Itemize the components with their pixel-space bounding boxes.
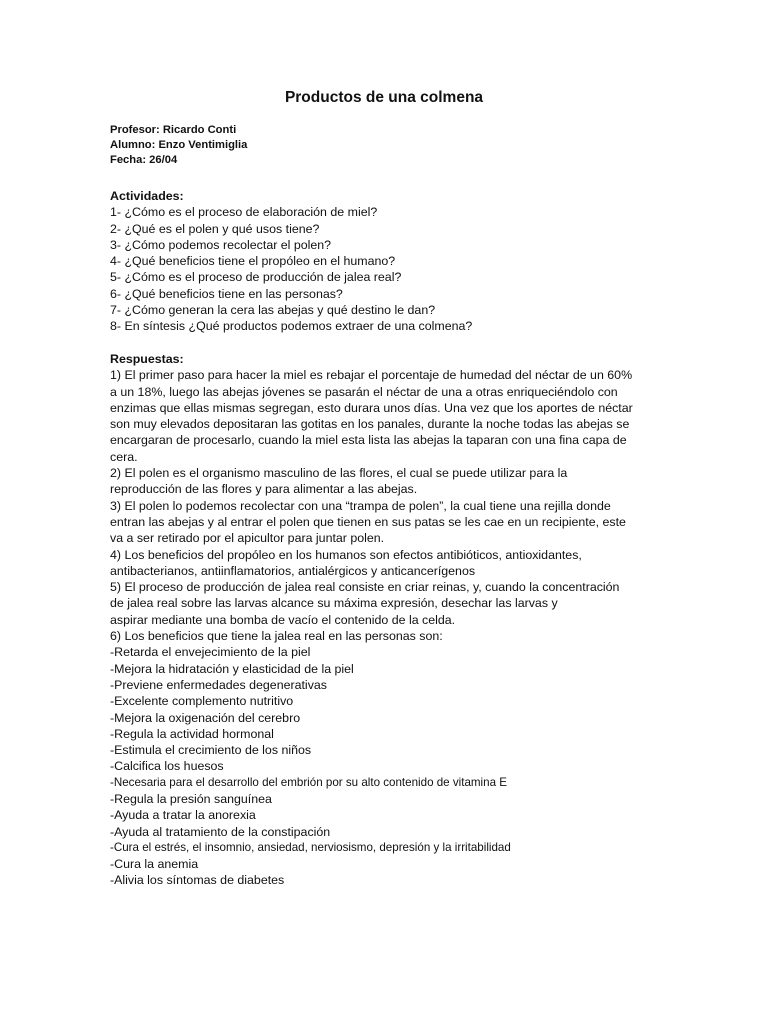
document-body bbox=[110, 188, 658, 889]
respuesta-line: 4) Los beneficios del propóleo en los humanos son efectos antibióticos, antioxidantes, bbox=[110, 547, 582, 562]
actividad-item: 1- ¿Cómo es el proceso de elaboración de miel? bbox=[110, 205, 378, 220]
respuesta-line: encargaran de procesarlo, cuando la miel esta lista las abejas la taparan con una fina capa de bbox=[110, 433, 627, 448]
header-info bbox=[110, 123, 247, 168]
beneficio-item: -Mejora la hidratación y elasticidad de la piel bbox=[110, 661, 354, 676]
respuesta-line: a un 18%, luego las abejas jóvenes se pasarán el néctar de una a otras enriqueciéndolo con bbox=[110, 384, 618, 399]
beneficio-item: -Regula la presión sanguínea bbox=[110, 791, 272, 806]
beneficio-item: -Alivia los síntomas de diabetes bbox=[110, 873, 285, 888]
actividad-item: 4- ¿Qué beneficios tiene el propóleo en el humano? bbox=[110, 254, 396, 269]
actividad-item: 5- ¿Cómo es el proceso de producción de jalea real? bbox=[110, 270, 402, 285]
actividad-item: 7- ¿Cómo generan la cera las abejas y qué destino le dan? bbox=[110, 303, 436, 318]
alumno-line: Alumno: Enzo Ventimiglia bbox=[110, 139, 248, 151]
actividades-heading: Actividades: bbox=[110, 189, 184, 203]
respuesta-line: 2) El polen es el organismo masculino de las flores, el cual se puede utilizar para la bbox=[110, 466, 568, 481]
beneficio-item: -Regula la actividad hormonal bbox=[110, 726, 274, 741]
beneficio-item: -Calcifica los huesos bbox=[110, 759, 224, 774]
fecha-line: Fecha: 26/04 bbox=[110, 154, 178, 166]
beneficio-item: -Ayuda al tratamiento de la constipación bbox=[110, 824, 331, 839]
respuesta-line: antibacterianos, antiinflamatorios, antialérgicos y anticancerígenos bbox=[110, 563, 476, 578]
actividades-list bbox=[110, 204, 658, 334]
page-title: Productos de una colmena bbox=[284, 89, 484, 106]
respuesta-line: 3) El polen lo podemos recolectar con una “trampa de polen”, la cual tiene una rejilla donde bbox=[110, 498, 611, 513]
respuesta-line: 5) El proceso de producción de jalea real consiste en criar reinas, y, cuando la concentración bbox=[110, 580, 620, 595]
respuesta-line: aspirar mediante una bomba de vacío el contenido de la celda. bbox=[110, 612, 456, 627]
respuestas-text bbox=[110, 367, 658, 889]
respuesta-line: cera. bbox=[110, 449, 138, 464]
actividad-item: 3- ¿Cómo podemos recolectar el polen? bbox=[110, 237, 332, 252]
respuesta-line: reproducción de las flores y para alimentar a las abejas. bbox=[110, 482, 418, 497]
respuesta-line: enzimas que ellas mismas segregan, esto durara unos días. Una vez que los aportes de néctar bbox=[110, 400, 633, 415]
beneficio-item: -Excelente complemento nutritivo bbox=[110, 694, 294, 709]
actividad-item: 2- ¿Qué es el polen y qué usos tiene? bbox=[110, 221, 320, 236]
beneficio-item: -Estimula el crecimiento de los niños bbox=[110, 743, 312, 758]
beneficio-item: -Ayuda a tratar la anorexia bbox=[110, 808, 256, 823]
beneficio-item: -Retarda el envejecimiento de la piel bbox=[110, 645, 311, 660]
actividad-item: 6- ¿Qué beneficios tiene en las personas? bbox=[110, 286, 343, 301]
respuesta-line: son muy elevados depositaran las gotitas en los panales, durante la noche todas las abejas se bbox=[110, 417, 630, 432]
beneficio-item: -Cura la anemia bbox=[110, 857, 199, 872]
respuestas-heading: Respuestas: bbox=[110, 351, 184, 366]
respuesta-line: entran las abejas y al entrar el polen que tienen en sus patas se les cae en un recipiente, este bbox=[110, 514, 626, 529]
respuesta-line: 6) Los beneficios que tiene la jalea real en las personas son: bbox=[110, 629, 443, 644]
profesor-line: Profesor: Ricardo Conti bbox=[110, 124, 237, 136]
beneficio-item: -Cura el estrés, el insomnio, ansiedad, nerviosismo, depresión y la irritabilidad bbox=[110, 840, 511, 854]
respuesta-line: de jalea real sobre las larvas alcance su máxima expresión, desechar las larvas y bbox=[110, 596, 558, 611]
spacer bbox=[110, 335, 658, 351]
beneficio-item: -Mejora la oxigenación del cerebro bbox=[110, 710, 301, 725]
beneficio-item: -Previene enfermedades degenerativas bbox=[110, 677, 327, 692]
beneficio-item: -Necesaria para el desarrollo del embrión por su alto contenido de vitamina E bbox=[110, 775, 507, 789]
respuesta-line: 1) El primer paso para hacer la miel es rebajar el porcentaje de humedad del néctar de un 60% bbox=[110, 368, 633, 383]
actividad-item: 8- En síntesis ¿Qué productos podemos extraer de una colmena? bbox=[110, 319, 473, 334]
respuesta-line: va a ser retirado por el apicultor para juntar polen. bbox=[110, 531, 385, 546]
